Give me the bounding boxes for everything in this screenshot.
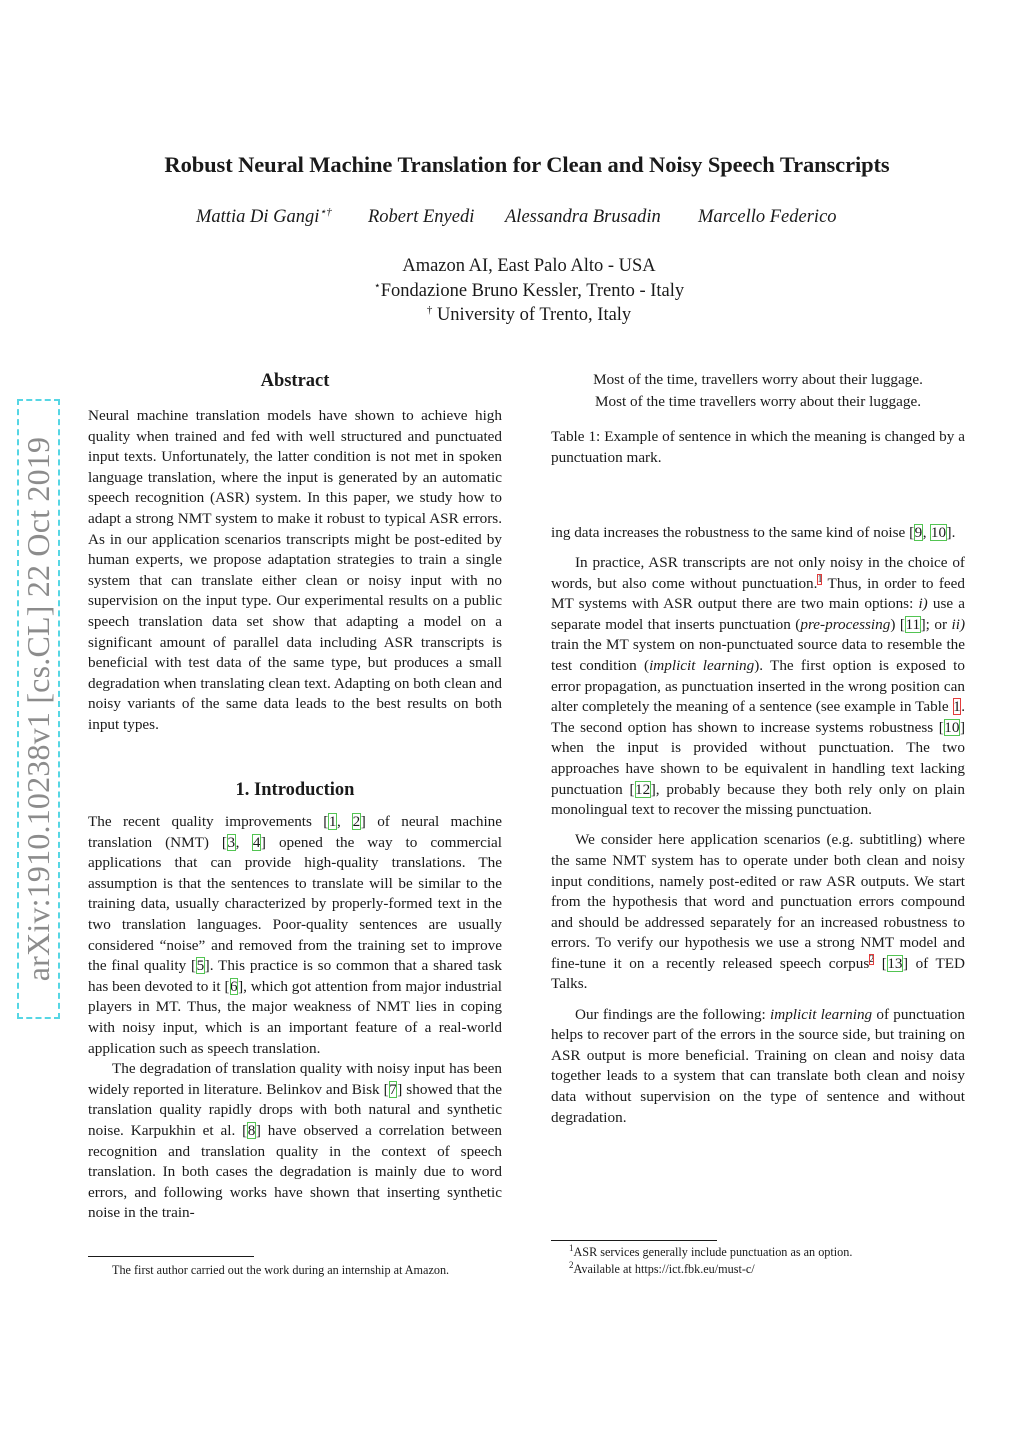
text-run: ). The first option is exposed to error propagation, as punctuation inserted in the wrong position can alter completely the meaning of a sentence (see example in Table bbox=[551, 657, 965, 716]
text-run: ] of TED Talks. bbox=[551, 954, 965, 993]
citation-11[interactable]: 11 bbox=[905, 615, 921, 633]
citation-10[interactable]: 10 bbox=[930, 524, 947, 541]
citation-13[interactable]: 13 bbox=[887, 954, 903, 972]
footnote-rule-right bbox=[551, 1240, 717, 1241]
author-1 bbox=[196, 207, 332, 228]
footnote-1 bbox=[569, 1242, 853, 1260]
table-1-caption bbox=[551, 427, 965, 468]
paragraph-in-practice bbox=[551, 553, 965, 821]
citation-10-b[interactable]: 10 bbox=[944, 718, 960, 736]
affiliation-2 bbox=[0, 281, 1024, 302]
text-run: , bbox=[922, 524, 931, 541]
text-run: . The second option has shown to increase systems robustness [ bbox=[551, 698, 965, 736]
citation-1[interactable]: 1 bbox=[328, 813, 337, 830]
affiliation-1 bbox=[0, 256, 1024, 277]
author-4: Marcello Federico bbox=[698, 207, 837, 227]
author-2: Robert Enyedi bbox=[368, 207, 475, 227]
left-footnote: The first author carried out the work during an internship at Amazon. bbox=[112, 1263, 450, 1277]
citation-12[interactable]: 12 bbox=[635, 780, 651, 798]
footnote-1-link[interactable]: 1 bbox=[817, 573, 823, 585]
text-run: ], probably because they both rely only on plain monolingual text to recover the missing punctuation. bbox=[551, 780, 965, 819]
paragraph-findings bbox=[551, 1005, 965, 1129]
implicit-learning-term: implicit learning bbox=[770, 1005, 873, 1023]
paper-title: Robust Neural Machine Translation for Clean and Noisy Speech Transcripts bbox=[164, 152, 890, 177]
citation-6[interactable]: 6 bbox=[230, 977, 238, 995]
introduction-heading: 1. Introduction bbox=[235, 780, 355, 800]
text-run: ] showed that the translation quality rapidly drops with both natural and synthetic noise. Karpukhin et al. [ bbox=[88, 1080, 502, 1139]
text-run: ] have observed a correlation between recognition and translation quality in the context of speech translation. In both cases the degradation is mainly due to word errors, and following works have shown that inserting synthetic noise in the train- bbox=[88, 1121, 503, 1222]
text-run: , bbox=[336, 813, 353, 830]
introduction-body bbox=[88, 812, 502, 1224]
text-run: The recent quality improvements [ bbox=[88, 813, 329, 830]
text-run: In practice, ASR transcripts are not only noisy in the choice of words, but also come without punctuation. bbox=[551, 554, 965, 592]
text-run: use a separate model that inserts punctuation ( bbox=[551, 595, 965, 633]
affiliation-1-text: Amazon AI, East Palo Alto - USA bbox=[402, 256, 656, 276]
abstract-text: Neural machine translation models have shown to achieve high quality when trained and fed with well structured and punctuated input texts. Unfortunately, the latter condition is not met in spoken language translation, where the input is generated by an automatic speech recognition (ASR) system. In this paper, we study how to adapt a strong NMT system to make it robust to typical ASR errors. As in our application scenarios transcripts might be post-edited by human experts, we propose adaptation strategies to train a single system that can translate either clean or noisy input with no supervision on the input type. Our experimental results on a public speech translation data set show that adapting a model on a significant amount of parallel data including ASR transcripts is beneficial with test data of the same type, but produces a small degradation when translating clean text. Adapting on both clean and noisy variants of the same data leads to the best results on both input types. bbox=[88, 407, 502, 733]
footnote-2-text: Available at https://ict.fbk.eu/must-c/ bbox=[573, 1262, 755, 1276]
affiliation-2-text: Fondazione Bruno Kessler, Trento - Italy bbox=[380, 281, 685, 301]
footnote-rule-left bbox=[88, 1256, 254, 1257]
text-run: train the MT system on non-punctuated source data to resemble the test condition ( bbox=[551, 636, 965, 675]
option-1-marker: i) bbox=[918, 595, 928, 613]
affiliation-3-mark: † bbox=[426, 303, 433, 316]
text-run: ] when the input is provided without punctuation. The two approaches have shown to be equivalent in handling text lacking punctuation [ bbox=[551, 718, 965, 798]
footnote-2 bbox=[569, 1259, 755, 1277]
intro-paragraph-1 bbox=[88, 812, 502, 1059]
citation-8[interactable]: 8 bbox=[247, 1121, 256, 1139]
arxiv-identifier-stamp: arXiv:1910.10238v1 [cs.CL] 22 Oct 2019 bbox=[17, 399, 60, 1019]
table-1-caption-text: Table 1: Example of sentence in which the meaning is changed by a punctuation mark. bbox=[551, 428, 965, 466]
continued-paragraph bbox=[551, 523, 965, 544]
pre-processing-term: pre-processing bbox=[800, 615, 891, 633]
option-2-marker: ii) bbox=[951, 615, 965, 633]
citation-7[interactable]: 7 bbox=[389, 1080, 397, 1098]
affiliation-2-mark: ⋆ bbox=[373, 279, 381, 292]
citation-4[interactable]: 4 bbox=[252, 833, 261, 851]
footnote-2-link[interactable]: 2 bbox=[869, 953, 875, 965]
implicit-learning-term: implicit learning bbox=[649, 657, 755, 675]
abstract-heading: Abstract bbox=[260, 371, 330, 391]
author-1-name: Mattia Di Gangi bbox=[196, 207, 320, 227]
text-run: ], which got attention from major industrial players in MT. Thus, the major weakness of NMT lies in coping with noisy input, which is an important feature of a real-world application such as speech translation. bbox=[88, 977, 502, 1057]
text-run: ] opened the way to commercial applications that can provide high-quality translations. The assumption is that the sentences to translate will be similar to the training data, usually characterized by properly-formed text in the two translation languages. Poor-quality sentences are usually considered “noise” and removed from the training set to improve the final quality [ bbox=[88, 833, 503, 975]
text-run: Thus, in order to feed MT systems with ASR output there are two main options: bbox=[551, 574, 966, 613]
right-column-body bbox=[551, 523, 965, 1128]
citation-2[interactable]: 2 bbox=[352, 813, 361, 830]
footnote-2-number: 2 bbox=[569, 1259, 574, 1270]
text-run: We consider here application scenarios (e.g. subtitling) where the same NMT system has to operate under both clean and noisy input conditions, namely post-edited or raw ASR outputs. We start from the hypothesis that word and punctuation errors compound and should be addressed separately for an increased robustness to errors. To verify our hypothesis we use a strong NMT model and fine-tune it on a recently released speech corpus bbox=[551, 831, 965, 972]
text-run: Our findings are the following: bbox=[575, 1005, 771, 1023]
text-run: ] of neural machine translation (NMT) [ bbox=[88, 813, 502, 851]
author-1-marks: ⋆† bbox=[319, 205, 332, 218]
table-1-link[interactable]: 1 bbox=[953, 698, 961, 716]
footnote-1-number: 1 bbox=[569, 1242, 574, 1253]
text-run: ]. This practice is so common that a shared task has been devoted to it [ bbox=[88, 957, 502, 995]
affiliation-3 bbox=[0, 305, 1024, 326]
text-run: , bbox=[235, 833, 253, 851]
text-run: The degradation of translation quality with noisy input has been widely reported in literature. Belinkov and Bisk [ bbox=[88, 1060, 502, 1098]
citation-5[interactable]: 5 bbox=[196, 957, 205, 975]
intro-paragraph-2 bbox=[88, 1059, 502, 1224]
abstract-body bbox=[88, 406, 502, 736]
citation-3[interactable]: 3 bbox=[227, 833, 236, 851]
text-run: ) [ bbox=[890, 615, 905, 633]
paragraph-we-consider bbox=[551, 830, 965, 995]
text-run: of punctuation helps to recover part of the errors in the source side, but training on ASR output is more beneficial. Training on clean and noisy data together leads to a system that can translate both clean and noisy data without supervision on the type of sentence and without degradation. bbox=[551, 1005, 965, 1126]
text-run: ]. bbox=[946, 524, 956, 541]
text-run: [ bbox=[874, 954, 887, 972]
citation-9[interactable]: 9 bbox=[914, 524, 923, 541]
footnote-1-text: ASR services generally include punctuation as an option. bbox=[573, 1245, 853, 1259]
text-run: ]; or bbox=[920, 615, 952, 633]
table-1-row-2: Most of the time travellers worry about their luggage. bbox=[594, 393, 922, 410]
author-3: Alessandra Brusadin bbox=[505, 207, 661, 227]
table-1-row-1: Most of the time, travellers worry about their luggage. bbox=[593, 371, 923, 388]
affiliation-3-text: University of Trento, Italy bbox=[432, 305, 632, 325]
text-run: ing data increases the robustness to the same kind of noise [ bbox=[551, 524, 915, 541]
